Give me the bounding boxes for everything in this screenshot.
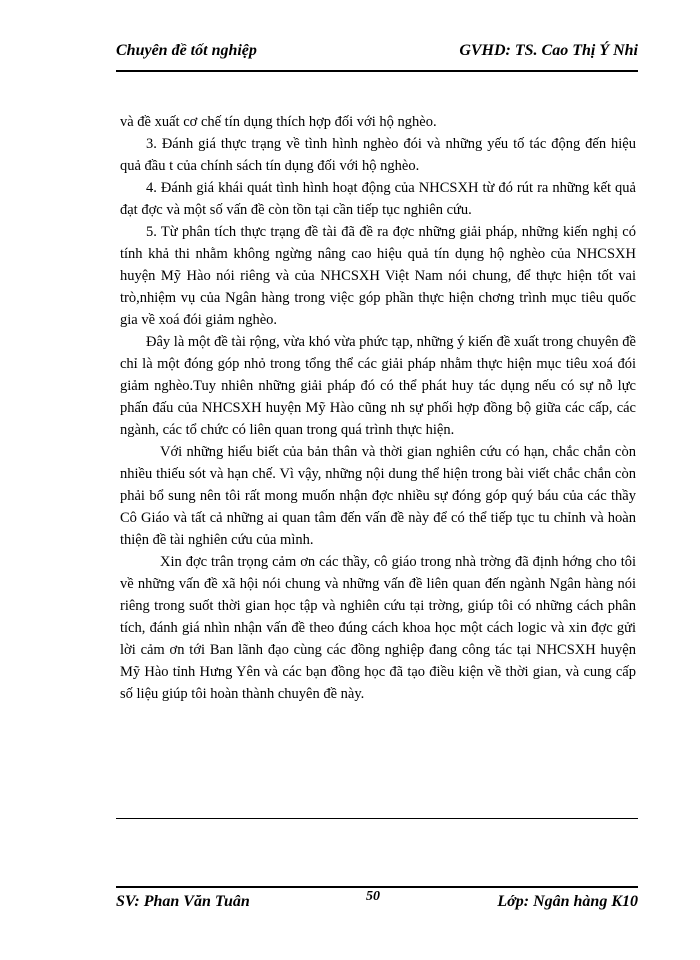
header-title: Chuyên đề tốt nghiệp xyxy=(116,42,257,59)
footer-student: SV: Phan Văn Tuân xyxy=(116,893,250,910)
page-footer xyxy=(116,889,638,917)
paragraph-4: 5. Từ phân tích thực trạng đề tài đã đề ra đợc những giải pháp, những kiến nghị có tính khả thi nhằm không ngừng nâng cao hiệu quả tín dụng hộ nghèo của NHCSXH huyện Mỹ Hào nói riêng và của NHCSXH Việt Nam nói chung, để thực hiện tốt vai trò,nhiệm vụ của Ngân hàng trong việc góp phần thực hiện chơng trình mục tiêu quốc gia về xoá đói giảm nghèo. xyxy=(120,224,636,328)
footer-rule xyxy=(116,886,638,888)
paragraph-7: Xin đợc trân trọng cảm ơn các thầy, cô giáo trong nhà trờng đã định hớng cho tôi về những vấn đề xã hội nói chung và những vấn đề liên quan đến ngành Ngân hàng nói riêng trong suốt thời gian học tập và nghiên cứu tại trờng, giúp tôi có những cách phân tích, đánh giá nhìn nhận vấn đề theo đúng cách khoa học một cách logic và xin đợc gửi lời cảm ơn tới Ban lãnh đạo cùng các đồng nghiệp đang công tác tại NHCSXH huyện Mỹ Hào tỉnh Hưng Yên và các bạn đồng học đã tạo điều kiện về thời gian, và cung cấp số liệu giúp tôi hoàn thành chuyên đề này. xyxy=(120,554,636,702)
body-text xyxy=(120,111,636,705)
content-end-rule xyxy=(116,818,638,819)
page-number: 50 xyxy=(366,889,380,904)
footer-class: Lớp: Ngân hàng K10 xyxy=(497,893,638,910)
paragraph-2: 3. Đánh giá thực trạng về tình hình nghèo đói và những yếu tố tác động đến hiệu quả đầu t của chính sách tín dụng đối với hộ nghèo. xyxy=(120,136,636,174)
paragraph-5: Đây là một đề tài rộng, vừa khó vừa phức tạp, những ý kiến đề xuất trong chuyên đề chỉ là một đóng góp nhỏ trong tổng thể các giải pháp nhằm thực hiện mục tiêu xoá đói giảm nghèo.Tuy nhiên những giải pháp đó có thể phát huy tác dụng nếu có sự nỗ lực phấn đấu của NHCSXH huyện Mỹ Hào cũng nh sự phối hợp đồng bộ giữa các cấp, các ngành, các tổ chức có liên quan trong quá trình thực hiện. xyxy=(120,334,636,438)
paragraph-3: 4. Đánh giá khái quát tình hình hoạt động của NHCSXH từ đó rút ra những kết quả đạt đợc và một số vấn đề còn tồn tại cần tiếp tục nghiên cứu. xyxy=(120,180,636,218)
page-header xyxy=(116,40,638,68)
paragraph-6: Với những hiểu biết của bản thân và thời gian nghiên cứu có hạn, chắc chắn còn nhiều thiếu sót và hạn chế. Vì vậy, những nội dung thể hiện trong bài viết chắc chắn còn phải bổ sung nên tôi rất mong muốn nhận đợc nhiều sự đóng góp quý báu của các thầy Cô Giáo và tất cả những ai quan tâm đến vấn đề này để có thể tiếp tục tu chỉnh và hoàn thiện đề tài nghiên cứu của mình. xyxy=(120,444,636,548)
header-rule xyxy=(116,70,638,72)
header-supervisor: GVHD: TS. Cao Thị Ý Nhi xyxy=(459,42,638,59)
paragraph-1: và đề xuất cơ chế tín dụng thích hợp đối với hộ nghèo. xyxy=(120,114,437,130)
